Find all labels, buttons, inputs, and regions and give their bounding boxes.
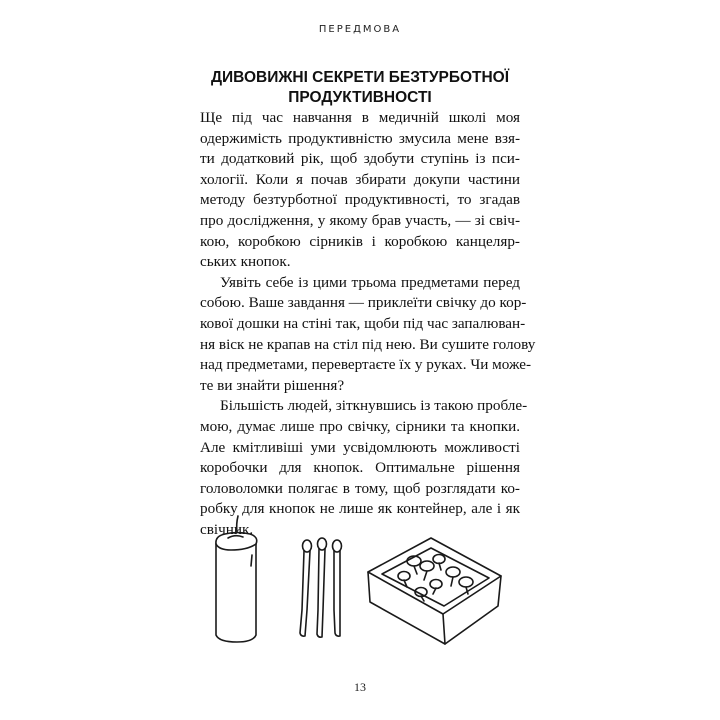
- text-line: над предметами, перевертаєте їх у руках. Чи може-: [200, 356, 532, 374]
- text-line: Більшість людей, зіткнувшись із такою пробле-: [220, 397, 528, 415]
- chapter-title-line-1: ДИВОВИЖНІ СЕКРЕТИ БЕЗТУРБОТНОЇ: [210, 69, 510, 86]
- text-line: те ви знайти рішення?: [200, 376, 345, 394]
- running-head: ПЕРЕДМОВА: [318, 24, 402, 35]
- text-line: коробочки для кнопок. Оптимальне рішення: [200, 459, 520, 477]
- text-line: про дослідження, у якому брав участь, — зі свіч-: [200, 211, 520, 229]
- text-line: ти додатковий рік, щоб здобути ступінь із пси-: [200, 150, 520, 168]
- text-line: кової дошки на стіні так, щоби під час запалюван-: [200, 314, 526, 332]
- text-line: ня віск не крапав на стіл під нею. Ви сушите голову: [200, 335, 536, 353]
- text-line: робку для кнопок не лише як контейнер, але і як: [200, 500, 520, 518]
- text-line: собою. Ваше завдання — приклеїти свічку до кор-: [200, 294, 527, 312]
- text-line: свічник.: [200, 520, 254, 538]
- paragraph-2: [200, 273, 536, 397]
- text-line: Але кмітливіші уми усвідомлюють можливості: [200, 438, 520, 456]
- page-number: 13: [354, 680, 366, 694]
- matches-icon: [300, 538, 342, 637]
- body-text: [200, 108, 536, 540]
- chapter-title: [200, 68, 520, 108]
- chapter-title-line-2: ПРОДУКТИВНОСТІ: [288, 89, 432, 106]
- text-line: ських кнопок.: [200, 253, 291, 271]
- candle-problem-illustration: [195, 510, 535, 650]
- text-line: Ще під час навчання в медичній школі моя: [200, 109, 520, 126]
- text-line: кою, коробкою сірників і коробкою канцеляр-: [200, 232, 520, 250]
- text-line: хології. Коли я почав збирати докупи частини: [200, 170, 520, 188]
- text-line: Уявіть себе із цими трьома предметами перед: [220, 273, 520, 291]
- text-line: головоломки полягає в тому, щоб розглядати ко-: [200, 479, 520, 497]
- text-line: методу безтурботної продуктивності, то згадав: [200, 191, 520, 209]
- text-line: мою, думає лише про свічку, сірники та кнопки.: [200, 417, 520, 435]
- paragraph-1: [200, 108, 520, 273]
- text-line: одержимість продуктивністю змусила мене взя-: [200, 129, 520, 147]
- candle-icon: [216, 516, 257, 642]
- thumbtack-box-icon: [368, 538, 501, 644]
